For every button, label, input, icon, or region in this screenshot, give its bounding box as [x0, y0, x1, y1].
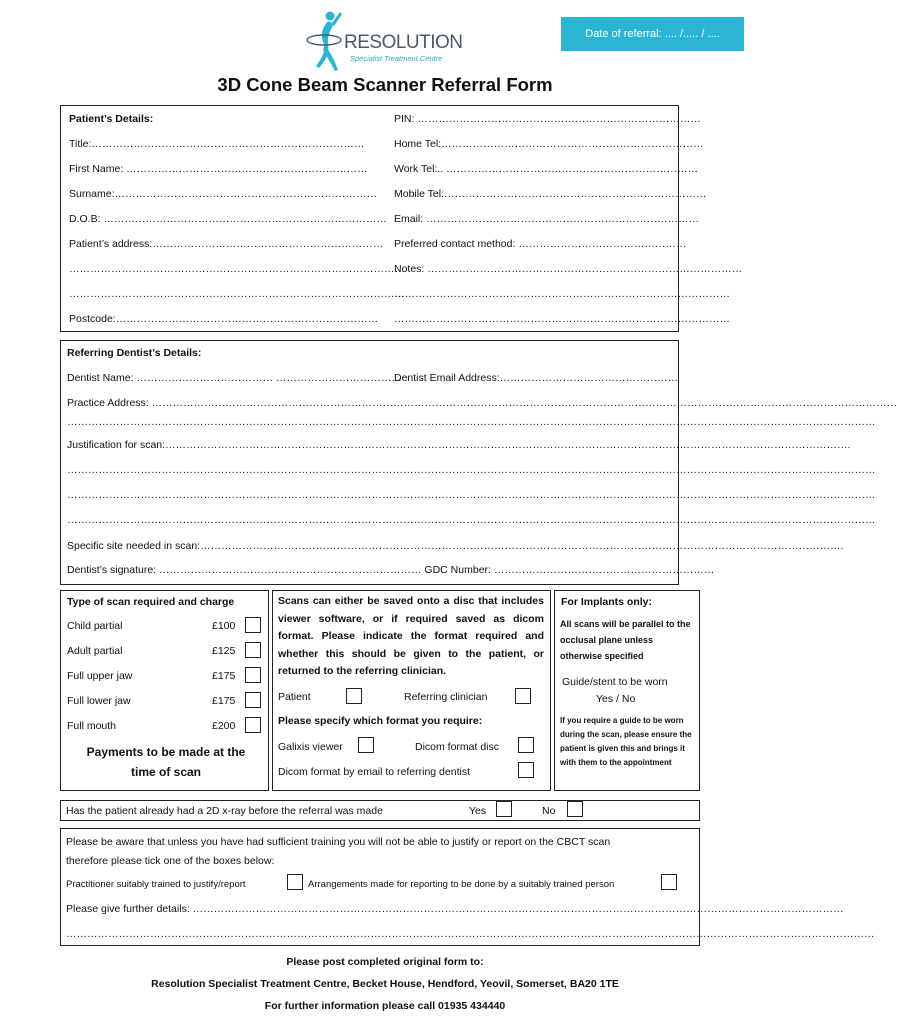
- adult-partial-checkbox[interactable]: [245, 642, 261, 658]
- guide-label: Guide/stent to be worn: [562, 676, 668, 688]
- justification-field[interactable]: Justification for scan:…………………………………………………………………………………………………………………………………………………………………………….: [67, 439, 851, 451]
- first-name-field[interactable]: First Name: ……………………………………………………………: [69, 163, 368, 175]
- xray-no-label: No: [542, 805, 556, 817]
- specify-format-heading: Please specify which format you require:: [278, 715, 483, 727]
- phone-info: For further information please call 01935 434440: [264, 1000, 506, 1012]
- scan-option-price: £200: [212, 720, 236, 732]
- postcode-field[interactable]: Postcode:…………………………………………………………………: [69, 313, 379, 325]
- full-upper-jaw-checkbox[interactable]: [245, 667, 261, 683]
- logo-text: RESOLUTION: [344, 32, 463, 53]
- address-field[interactable]: Patient’s address:…………………………………………………………: [69, 238, 384, 250]
- arrangements-reporting-checkbox[interactable]: [661, 874, 677, 890]
- home-tel-field[interactable]: Home Tel:…………………………………………………………………: [394, 138, 704, 150]
- full-mouth-checkbox[interactable]: [245, 717, 261, 733]
- practice-address-field[interactable]: Practice Address: ……………………………………………………………………………………………………………………………………………………………………………………………: [67, 397, 897, 409]
- address-line-2-field[interactable]: ……………………………………………………………………………………: [69, 288, 405, 300]
- xray-yes-label: Yes: [469, 805, 487, 817]
- arrangements-reporting-label: Arrangements made for reporting to be done by a suitably trained person: [308, 879, 615, 890]
- email-field[interactable]: Email: ……………………………………………………………………: [394, 213, 700, 225]
- justification-line-3[interactable]: ……………………………………………………………………………………………………………………………………………………………………………………………………………: [67, 514, 876, 526]
- scan-option-price: £100: [212, 620, 236, 632]
- dentist-details-heading: Referring Dentist’s Details:: [67, 347, 202, 359]
- scan-option-price: £125: [212, 645, 236, 657]
- training-notice-line-1: Please be aware that unless you have had sufficient training you will not be able to justify or report on the CBCT scan: [66, 836, 611, 848]
- dob-field[interactable]: D.O.B: ………………………………………………………………………: [69, 213, 387, 225]
- clinician-option-label: Referring clinician: [404, 691, 488, 703]
- scan-option-label: Full upper jaw: [67, 670, 133, 682]
- trained-practitioner-label: Practitioner suitably trained to justify/report: [66, 879, 246, 890]
- post-instruction: Please post completed original form to:: [286, 956, 484, 968]
- xray-yes-checkbox[interactable]: [496, 801, 512, 817]
- dicom-disc-checkbox[interactable]: [518, 737, 534, 753]
- dentist-name-field[interactable]: Dentist Name: ………………………………… ………………………………: [67, 372, 402, 384]
- date-of-referral-field[interactable]: Date of referral: .... /..... / ....: [561, 17, 744, 51]
- scan-type-heading: Type of scan required and charge: [67, 596, 235, 608]
- training-notice-line-2: therefore please tick one of the boxes below:: [66, 855, 275, 867]
- further-details-field[interactable]: Please give further details: ……………………………………………………………………………………………………………………………………………………………………: [66, 903, 844, 915]
- dicom-disc-label: Dicom format disc: [415, 741, 500, 753]
- scan-option-label: Child partial: [67, 620, 123, 632]
- surname-field[interactable]: Surname:…………………………………………………………………: [69, 188, 378, 200]
- give-to-patient-checkbox[interactable]: [346, 688, 362, 704]
- work-tel-field[interactable]: Work Tel:.. ………………………………………………………………: [394, 163, 699, 175]
- child-partial-checkbox[interactable]: [245, 617, 261, 633]
- notes-line-2-field[interactable]: ……………………………………………………………………………………: [394, 313, 730, 325]
- address-line-field[interactable]: ……………………………………………………………………………………: [69, 263, 405, 275]
- scan-option-price: £175: [212, 695, 236, 707]
- dicom-email-label: Dicom format by email to referring dentist: [278, 766, 470, 778]
- scan-option-price: £175: [212, 670, 236, 682]
- justification-line-1[interactable]: ……………………………………………………………………………………………………………………………………………………………………………………………………………: [67, 464, 876, 476]
- full-lower-jaw-checkbox[interactable]: [245, 692, 261, 708]
- scan-option-label: Adult partial: [67, 645, 123, 657]
- patient-details-heading: Patient’s Details:: [69, 113, 154, 125]
- format-intro-text: Scans can either be saved onto a disc that includes viewer software, or if required saved as dicom format. Please indicate the format required and whether this should be given to the patient, or returned to the referring clinician.: [278, 595, 544, 677]
- parallel-note: All scans will be parallel to the occlusal plane unless otherwise specified: [560, 619, 691, 661]
- scan-option-label: Full mouth: [67, 720, 117, 732]
- form-title: 3D Cone Beam Scanner Referral Form: [217, 74, 553, 95]
- dentist-email-field[interactable]: Dentist Email Address:……………………………………………: [394, 372, 679, 384]
- dicom-email-checkbox[interactable]: [518, 762, 534, 778]
- dancer-figure-icon: [304, 10, 346, 72]
- guide-note: If you require a guide to be worn during the scan, please ensure the patient is given this and brings it with them to the appointment: [560, 716, 692, 767]
- justification-line-2[interactable]: ……………………………………………………………………………………………………………………………………………………………………………………………………………: [67, 489, 876, 501]
- preferred-contact-field[interactable]: Preferred contact method: …………………………………………: [394, 238, 687, 250]
- mobile-tel-field[interactable]: Mobile Tel:…………………………………………………………………: [394, 188, 707, 200]
- logo-subtitle: Specialist Treatment Centre: [350, 54, 443, 63]
- guide-yes-no-option[interactable]: Yes / No: [596, 693, 636, 705]
- title-field[interactable]: Title:……………………………………………………………………: [69, 138, 365, 150]
- pin-field[interactable]: PIN: ………………………………………………………………………: [394, 113, 701, 125]
- postal-address: Resolution Specialist Treatment Centre, Becket House, Hendford, Yeovil, Somerset, BA20 1TE: [151, 978, 619, 990]
- galixis-viewer-label: Galixis viewer: [278, 741, 343, 753]
- xray-no-checkbox[interactable]: [567, 801, 583, 817]
- payment-note: Payments to be made at the time of scan: [86, 745, 246, 779]
- specific-site-field[interactable]: Specific site needed in scan:………………………………………………………………………………………………………………………………………………………………….: [67, 540, 844, 552]
- notes-field[interactable]: Notes: ………………………………………………………………………………: [394, 263, 743, 275]
- galixis-viewer-checkbox[interactable]: [358, 737, 374, 753]
- patient-option-label: Patient: [278, 691, 311, 703]
- return-to-clinician-checkbox[interactable]: [515, 688, 531, 704]
- trained-practitioner-checkbox[interactable]: [287, 874, 303, 890]
- xray-question: Has the patient already had a 2D x-ray before the referral was made: [66, 805, 383, 817]
- further-details-line[interactable]: ……………………………………………………………………………………………………………………………………………………………………………………………………………: [66, 928, 875, 940]
- implants-heading: For Implants only:: [561, 596, 653, 608]
- resolution-logo: [300, 8, 463, 74]
- signature-gdc-field[interactable]: Dentist’s signature: ………………………………………………………………… GDC Number: ………………………………………………………: [67, 564, 715, 576]
- notes-line-field[interactable]: ……………………………………………………………………………………: [394, 288, 730, 300]
- scan-option-label: Full lower jaw: [67, 695, 131, 707]
- practice-address-line[interactable]: ……………………………………………………………………………………………………………………………………………………………………………………………………………: [67, 416, 876, 428]
